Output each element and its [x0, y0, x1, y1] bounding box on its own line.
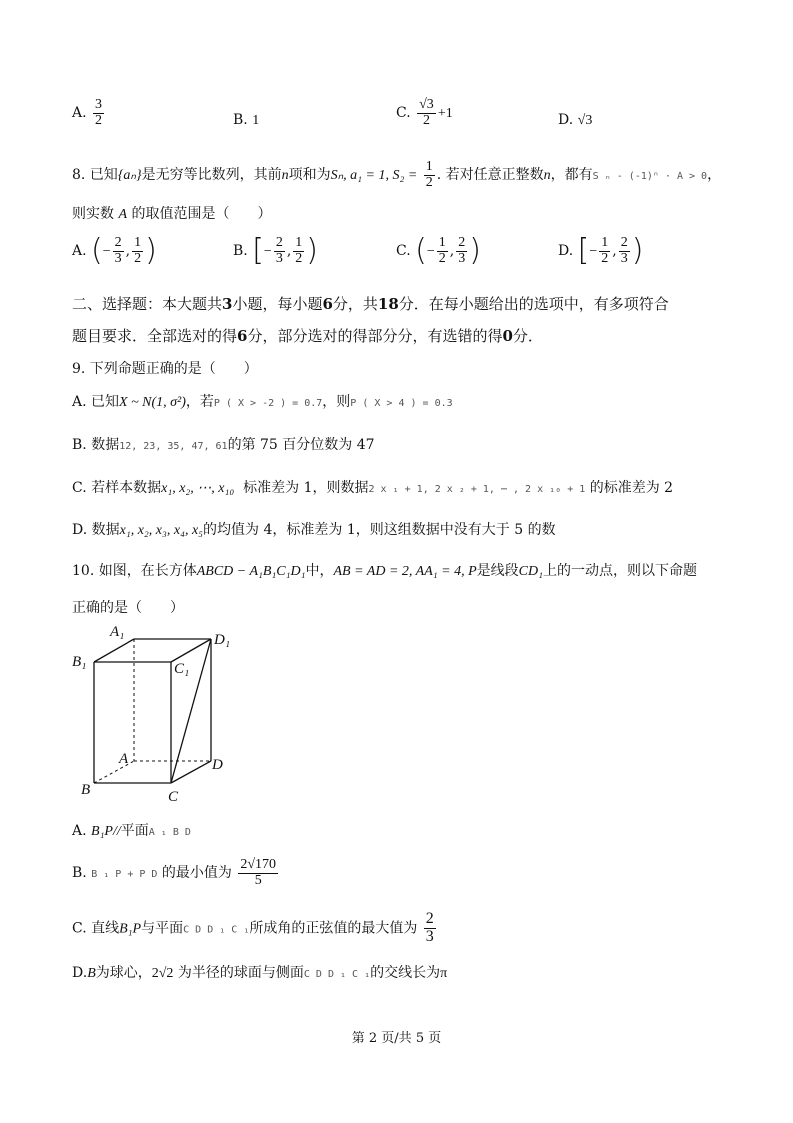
section-2-heading-line2: 题目要求．全部选对的得6分，部分选对的得部分分，有选错的得0分． [72, 327, 543, 345]
label-d1: D₁ [214, 632, 231, 648]
cuboid-figure [70, 618, 240, 808]
q8-option-b: B. [− $\frac{2}{3}$ , $\frac{1}{2}$ ) [233, 233, 318, 269]
label-c1: C₁ [174, 661, 190, 677]
q8-option-d: D. [− $\frac{1}{2}$ , $\frac{2}{3}$ ) [558, 233, 644, 269]
q7-option-b: B. 1 [233, 112, 260, 128]
q9-stem: 9. 下列命题正确的是（ ） [72, 361, 258, 377]
q8-option-a: A. (− $\frac{2}{3}$ , $\frac{1}{2}$ ) [72, 233, 157, 269]
q8-stem-line2: 则实数 A 的取值范围是（ ） [72, 206, 272, 222]
q7-option-d: D. √3 [558, 112, 593, 128]
q10-stem-line2: 正确的是（ ） [72, 600, 184, 616]
q10-option-b: B. B ₁ P + P D 的最小值为 $\frac{2√170}{5}$ [72, 857, 277, 888]
q8-stem-line1: 8. 已知{aₙ}是无穷等比数列，其前n项和为Sₙ, a₁ = 1, S₂ = $\frac{1}{2}$ . 若对任意正整数n，都有S ₙ - (-1)ⁿ · A > 0， [72, 159, 722, 190]
q10-stem-line1: 10. 如图，在长方体ABCD − A₁B₁C₁D₁中，AB = AD = 2, AA₁ = 4, P是线段CD₁上的一动点，则以下命题 [72, 563, 697, 579]
q9-option-c: C. 若样本数据x₁, x₂, ⋯, x₁₀ 标准差为 1，则数据2 x ₁ + 1, 2 x ₂ + 1, ⋯ , 2 x ₁₀ + 1 的标准差为 2 [72, 480, 674, 496]
q9-option-a: A. 已知X ~ N(1, σ²)，若P ( X > -2 ) = 0.7，则P ( X > 4 ) = 0.3 [72, 394, 453, 410]
q10-option-d: D.B为球心，2√2 为半径的球面与侧面C D D ₁ C ₁的交线长为π [72, 965, 448, 981]
label-c: C [168, 789, 179, 805]
q7-option-a: A. $\frac{3}{2}$ [72, 97, 103, 128]
q10-option-a: A. B₁P//平面A ₁ B D [72, 823, 191, 839]
q10-option-c: C. 直线B₁P与平面C D D ₁ C ₁所成角的正弦值的最大值为 $\frac{2}{3}$ [72, 910, 434, 945]
label-b1: B₁ [72, 654, 87, 670]
label-d: D [212, 757, 223, 773]
q9-option-d: D. 数据x₁, x₂, x₃, x₄, x₅的均值为 4，标准差为 1，则这组数据中没有大于 5 的数 [72, 522, 556, 538]
q8-option-c: C. (− $\frac{1}{2}$ , $\frac{2}{3}$ ) [396, 233, 481, 269]
q7-option-c: C. $\frac{√3}{2}$ +1 [396, 97, 453, 128]
q9-option-b: B. 数据12, 23, 35, 47, 61的第 75 百分位数为 47 [72, 437, 375, 453]
section-2-heading-line1: 二、选择题：本大题共3小题，每小题6分，共18分．在每小题给出的选项中，有多项符合 [72, 295, 669, 313]
fraction: $\frac{3}{2}$ [95, 97, 103, 128]
label-a1: A₁ [110, 624, 125, 640]
page-footer: 第 2 页/共 5 页 [351, 1031, 442, 1046]
label-a: A [119, 751, 129, 767]
label-b: B [81, 782, 91, 798]
